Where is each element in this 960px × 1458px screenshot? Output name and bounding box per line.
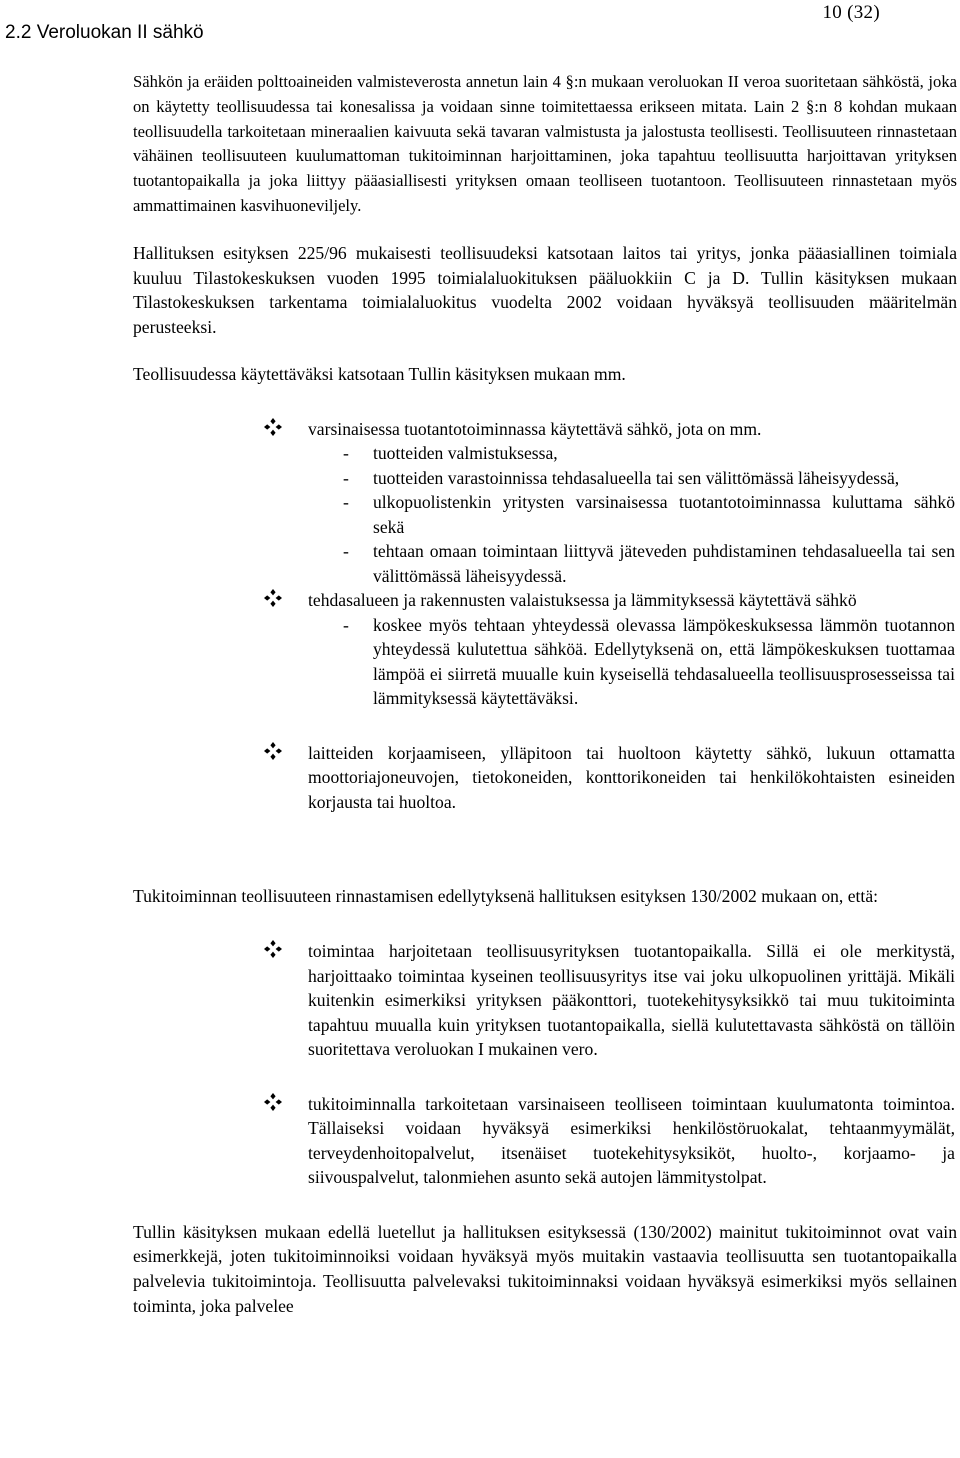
dash-marker: -: [343, 443, 349, 464]
conditions-list: [133, 939, 957, 1190]
dash-marker: -: [343, 492, 349, 513]
list-item-text: laitteiden korjaamiseen, ylläpitoon tai huoltoon käytetty sähkö, lukuun ottamatta moottoriajoneuvojen, tietokoneiden, konttorikoneiden tai henkilökohtaisten esineiden korjausta tai huoltoa.: [308, 742, 955, 812]
list-item: [133, 588, 957, 613]
section-heading: 2.2 Veroluokan II sähkö: [5, 22, 204, 43]
sub-list-item-text: tuotteiden varastoinnissa tehdasalueella tai sen välittömässä läheisyydessä,: [373, 467, 900, 488]
tullin-kasitys-paragraph: Tullin käsityksen mukaan edellä luetellut ja hallituksen esityksessä (130/2002) mainitut tukitoiminnot ovat vain esimerkkejä, joten tukitoiminnoiksi voidaan hyväksyä myös muitakin vastaavia teollisuutta sen tuotantopaikalla palvelevia tukitoimintoja. Teollisuutta palvelevaksi tukitoiminnaksi voidaan hyväksyä esimerkiksi myös sellainen toiminta, joka palvelee: [133, 1221, 957, 1316]
sub-list-item-text: tehtaan omaan toimintaan liittyvä jäteveden puhdistaminen tehdasalueella tai sen välittömässä läheisyydessä.: [373, 541, 955, 586]
four-diamond-bullet-icon: [263, 588, 285, 612]
four-diamond-bullet-icon: [263, 1092, 285, 1116]
list-item-text: tehdasalueen ja rakennusten valaistuksessa ja lämmityksessä käytettävä sähkö: [308, 590, 857, 611]
sub-list-item-text: tuotteiden valmistuksessa,: [373, 443, 558, 464]
tukitoiminnan-paragraph: Tukitoiminnan teollisuuteen rinnastamisen edellytyksenä hallituksen esityksen 130/2002 mukaan on, että:: [133, 886, 879, 907]
list-item-text: varsinaisessa tuotantotoiminnassa käytettävä sähkö, jota on mm.: [308, 418, 762, 439]
sub-list-item: [133, 441, 957, 466]
four-diamond-bullet-icon: [263, 417, 285, 441]
page-number: 10 (32): [822, 2, 880, 23]
list-item: [133, 1092, 957, 1190]
dash-marker: -: [343, 614, 349, 635]
hallitus-paragraph: Hallituksen esityksen 225/96 mukaisesti teollisuudeksi katsotaan laitos tai yritys, jonka pääasiallinen toimiala kuuluu Tilastokeskuksen vuoden 1995 toimialaluokituksen pääluokkiin C ja D. Tullin käsityksen mukaan Tilastokeskuksen tarkentama toimialaluokitus vuodelta 2002 voidaan hyväksyä teollisuuden määritelmän perusteeksi.: [133, 242, 957, 338]
usage-list: [133, 417, 957, 815]
list-item: [133, 417, 957, 442]
sub-list-item-text: koskee myös tehtaan yhteydessä olevassa lämpökeskuksessa lämmön tuotannon yhteydessä kulutettua sähköä. Edellytyksenä on, että lämpökeskuksen tuottamaa lämpöä ei siirretä muualle kuin kyseisellä tehdasalueella teollisuusprosesseissa tai lämmityksessä käytettäväksi.: [373, 614, 955, 709]
document-body: [133, 70, 957, 1319]
sub-list-item: [133, 539, 957, 588]
list-item-text: tukitoiminnalla tarkoitetaan varsinaiseen teolliseen toimintaan kuulumatonta toimintoa. Tällaiseksi voidaan hyväksyä esimerkiksi henkilöstöruokalat, tehtaanmyymälät, terveydenhoitopalvelut, itsenäiset tuotekehitysyksiköt, huolto-, korjaamo- ja siivouspalvelut, talonmiehen asunto sekä autojen lämmitystolpat.: [308, 1093, 955, 1188]
kaytettavaksi-paragraph: Teollisuudessa käytettäväksi katsotaan Tullin käsityksen mukaan mm.: [133, 363, 626, 384]
list-item: [133, 939, 957, 1062]
dash-marker: -: [343, 541, 349, 562]
sub-list-item: [133, 490, 957, 539]
list-item: [133, 741, 957, 815]
dash-marker: -: [343, 467, 349, 488]
list-item-text: toimintaa harjoitetaan teollisuusyrityksen tuotantopaikalla. Sillä ei ole merkitystä, harjoittaako toimintaa kyseinen teollisuusyritys itse vai joku ulkopuolinen yrittäjä. Mikäli kuitenkin esimerkiksi yrityksen pääkonttori, tuotekehitysyksikkö tai muu tukitoiminta tapahtuu muualla kuin yrityksen tuotantopaikalla, siellä kulutettavasta sähköstä on tällöin suoritettava veroluokan I mukainen vero.: [308, 941, 955, 1060]
intro-paragraph: Sähkön ja eräiden polttoaineiden valmisteverosta annetun lain 4 §:n mukaan veroluokan II veroa suoritetaan sähköstä, joka on käytetty teollisuudessa tai konesalissa ja voidaan sinne toimitettaessa erikseen mitata. Lain 2 §:n 8 kohdan mukaan teollisuudella tarkoitetaan mineraalien kaivuuta sekä tavaran valmistusta ja jalostusta teollisesti. Teollisuuteen rinnastetaan vähäinen teollisuuteen kuulumattoman tukitoiminnan harjoittaminen, joka tapahtuu teollisuutta harjoittavan yrityksen tuotantopaikalla ja joka liittyy pääasiallisesti yrityksen omaan teolliseen tuotantoon. Teollisuuteen rinnastetaan myös ammattimainen kasvihuoneviljely.: [133, 72, 957, 215]
four-diamond-bullet-icon: [263, 741, 285, 765]
sub-list-item: [133, 613, 957, 711]
sub-list-item: [133, 466, 957, 491]
four-diamond-bullet-icon: [263, 939, 285, 963]
sub-list-item-text: ulkopuolistenkin yritysten varsinaisessa tuotantotoiminnassa kuluttama sähkö sekä: [373, 492, 955, 537]
